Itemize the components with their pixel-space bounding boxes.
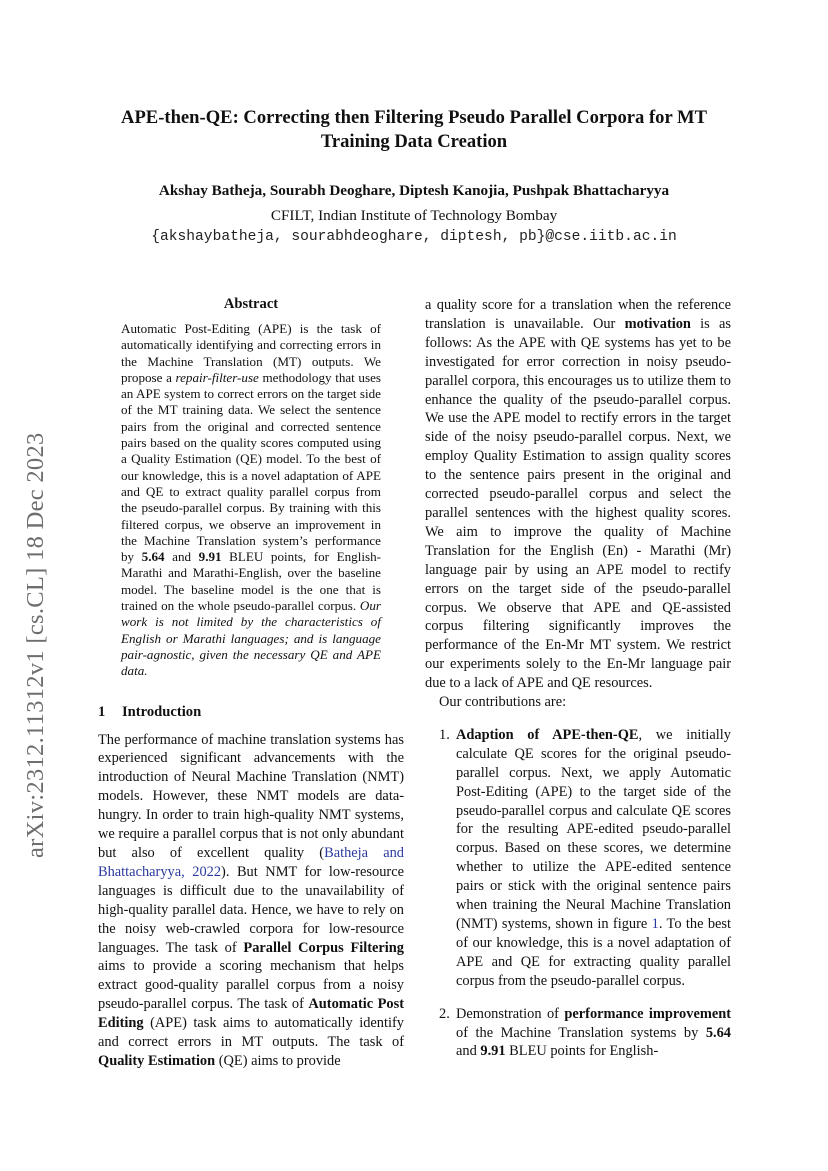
intro-continued-paragraph — [425, 296, 731, 693]
abstract-bold-number: 9.91 — [198, 549, 222, 565]
paper-title — [60, 106, 768, 154]
contribution-text: BLEU points for English- — [505, 1043, 659, 1060]
list-marker: 1. — [439, 726, 450, 743]
abstract-emphasis: Our work is not limited by the characteristics of English or Marathi languages; and is language pair-agnostic, given the necessary QE and APE data. — [121, 598, 381, 679]
figure-reference-link[interactable]: 1 — [651, 916, 659, 932]
citation-link[interactable]: Batheja and Bhattacharyya, 2022 — [98, 844, 404, 880]
contribution-text: . To the best of our knowledge, this is a novel adaptation of APE and QE for extracting quality parallel corpus from the pseudo-parallel corpus. — [456, 916, 732, 989]
abstract-span: and — [164, 549, 199, 565]
affiliation: CFILT, Indian Institute of Technology Bombay — [270, 207, 558, 224]
intro-span: ). But NMT for low-resource languages is difficult due to the unavailability of high-quality parallel data. Hence, we have to rely on the noisy web-crawled corpora for low-resource languages. The task of — [98, 863, 404, 956]
contributions-list — [425, 726, 731, 1061]
right-column — [425, 296, 731, 1075]
section-number: 1 — [98, 703, 106, 720]
intro-span: a quality score for a translation when the reference translation is unavailable. Our — [425, 297, 731, 332]
abstract-bold-number: 5.64 — [141, 549, 165, 565]
intro-bold-term: Parallel Corpus Filtering — [243, 939, 405, 956]
list-item — [425, 1005, 731, 1062]
abstract-span: Automatic Post-Editing (APE) is the task of automatically identifying and correcting errors in the Machine Translation (MT) outputs. We propose a — [121, 321, 381, 385]
contribution-bold-number: 5.64 — [705, 1024, 731, 1041]
author-emails: {akshaybatheja, sourabhdeoghare, diptesh, pb}@cse.iitb.ac.in — [151, 229, 677, 245]
left-column — [98, 296, 404, 1071]
list-marker: 2. — [439, 1005, 450, 1022]
contribution-text: and — [456, 1043, 481, 1060]
intro-bold-term: Quality Estimation — [98, 1052, 216, 1069]
arxiv-identifier: arXiv:2312.11312v1 [cs.CL] 18 Dec 2023 — [22, 432, 49, 858]
contributions-intro: Our contributions are: — [439, 694, 567, 711]
abstract-span: methodology that uses an APE system to correct errors on the target side of the MT training data. We select the sentence pairs from the original and corrected sentence pairs based on the quality scores computed using a Quality Estimation (QE) model. To the best of our knowledge, this is a novel adaptation of APE and QE to extract quality parallel corpus from the pseudo-parallel corpus. By training with this filtered corpus, we observe an improvement in the Machine Translation system’s performance by — [121, 369, 381, 565]
contribution-text: of the Machine Translation systems by — [456, 1024, 706, 1041]
abstract-span: BLEU points, for English-Marathi and Marathi-English, over the baseline model. The baseline model is the one that is trained on the whole pseudo-parallel corpus. — [121, 549, 381, 614]
abstract-heading: Abstract — [223, 296, 279, 312]
intro-span: (APE) task aims to automatically identify and correct errors in MT outputs. The task of — [98, 1015, 404, 1051]
abstract-text — [121, 321, 381, 680]
intro-bold-term: motivation — [624, 315, 691, 332]
list-item — [425, 726, 731, 991]
intro-span: (QE) aims to provide — [215, 1052, 341, 1069]
intro-paragraph — [98, 731, 404, 1071]
contribution-bold: performance improvement — [564, 1005, 731, 1022]
abstract-emphasis: repair-filter-use — [175, 369, 259, 385]
intro-span: is as follows: As the APE with QE systems has yet to be investigated for error correction in noisy pseudo-parallel corpora, this encourages us to utilize them to enhance the quality of the pseudo-parallel corpus. We use the APE model to rectify errors in the target side of the noisy pseudo-parallel corpus. Next, we employ Quality Estimation to assign quality scores to the sentence pairs present in the original and corrected pseudo-parallel corpus and select the parallel sentences with the highest quality scores. We aim to improve the quality of Machine Translation for the English (En) - Marathi (Mr) language pair by using an APE model to rectify errors on the target side of the pseudo-parallel corpus. We observe that APE and QE-assisted corpus filtering significantly improves the performance of the En-Mr MT system. We restrict our experiments solely to the En-Mr language pair due to a lack of APE and QE resources. — [425, 315, 731, 692]
intro-bold-term: Automatic Post Editing — [98, 996, 404, 1032]
intro-span: The performance of machine translation systems has experienced significant advancements with the introduction of Neural Machine Translation (NMT) models. However, these NMT models are data-hungry. In order to train high-quality NMT systems, we require a parallel corpus that is not only abundant but also of excellent quality ( — [98, 731, 404, 861]
contribution-text: , we initially calculate QE scores for the original pseudo-parallel corpus. Next, we apply Automatic Post-Editing (APE) to the target side of the pseudo-parallel corpus and calculate QE scores for the resulting APE-edited pseudo-parallel corpus. Based on these scores, we determine whether to utilize the APE-edited sentence pairs or stick with the original sentence pairs when training the Neural Machine Translation (NMT) systems, shown in figure — [456, 726, 731, 932]
contribution-text: Demonstration of — [456, 1005, 565, 1022]
title-line-2: Training Data Creation — [320, 131, 508, 152]
intro-span: aims to provide a scoring mechanism that helps extract good-quality parallel corpus from a noisy pseudo-parallel corpus. The task of — [98, 958, 404, 1013]
author-list: Akshay Batheja, Sourabh Deoghare, Diptesh Kanojia, Pushpak Bhattacharyya — [158, 182, 670, 199]
section-heading-introduction — [98, 704, 404, 721]
title-line-1: APE-then-QE: Correcting then Filtering Pseudo Parallel Corpora for MT — [121, 107, 707, 128]
section-title: Introduction — [122, 703, 202, 720]
contribution-bold-number: 9.91 — [480, 1043, 506, 1060]
contribution-bold: Adaption of APE-then-QE — [456, 726, 639, 743]
